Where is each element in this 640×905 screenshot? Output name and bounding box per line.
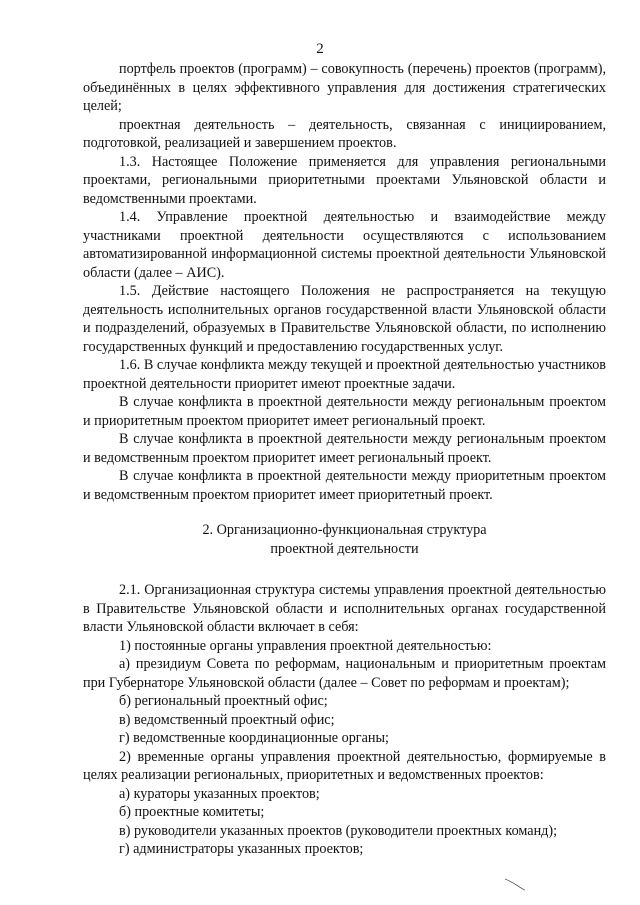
list-item: а) кураторы указанных проектов; bbox=[119, 785, 320, 802]
section-heading-line: проектной деятельности bbox=[270, 540, 419, 557]
section-heading bbox=[83, 521, 606, 558]
list-item: г) ведомственные координационные органы; bbox=[119, 730, 389, 746]
paragraph: 2.1. Организационная структура системы управления проектной деятельностью в Правительстве Ульяновской области и исполнительных органах государственной власти Ульяновской области включает в себя: bbox=[83, 582, 606, 635]
paragraph: 1.5. Действие настоящего Положения не распространяется на текущую деятельность исполнительных органов государственной власти Ульяновской области и подразделений, образуемых в Правительстве Ульяновской области, по исполнению государственных функций и предоставлению государственных услуг. bbox=[83, 283, 606, 355]
paragraph: 1.6. В случае конфликта между текущей и проектной деятельностью участников проектной деятельности приоритет имеют проектные задачи. bbox=[83, 357, 606, 392]
list-item: б) проектные комитеты; bbox=[119, 804, 265, 820]
list-item: в) руководители указанных проектов (руководители проектных команд); bbox=[119, 822, 558, 839]
paragraph: 1.4. Управление проектной деятельностью и взаимодействие между участниками проектной деятельности осуществляются с использованием автоматизированной информационной системы проектной деятельности Ульяновской области (далее – АИС). bbox=[83, 209, 606, 281]
list-item: г) администраторы указанных проектов; bbox=[119, 841, 364, 857]
section-heading-line: 2. Организационно-функциональная структура bbox=[202, 522, 487, 538]
list-item: а) президиум Совета по реформам, национальным и приоритетным проектам при Губернаторе Ульяновской области (далее – Совет по реформам и проектам); bbox=[83, 656, 606, 691]
list-item: б) региональный проектный офис; bbox=[119, 693, 328, 709]
paragraph: проектная деятельность – деятельность, связанная с инициированием, подготовкой, реализацией и завершением проектов. bbox=[83, 116, 606, 151]
list-item: 2) временные органы управления проектной деятельностью, формируемые в целях реализации региональных, приоритетных и ведомственных проектов: bbox=[83, 748, 606, 783]
paragraph: портфель проектов (программ) – совокупность (перечень) проектов (программ), объединённых в целях эффективного управления для достижения стратегических целей; bbox=[83, 61, 606, 114]
page-number: 2 bbox=[316, 41, 324, 57]
paragraph: 1.3. Настоящее Положение применяется для управления региональными проектами, региональными приоритетными проектами Ульяновской области и ведомственными проектами. bbox=[83, 153, 606, 207]
paragraph: В случае конфликта в проектной деятельности между приоритетным проектом и ведомственным проектом приоритет имеет приоритетный проект. bbox=[83, 468, 606, 503]
document-body bbox=[83, 60, 606, 859]
paragraph: В случае конфликта в проектной деятельности между региональным проектом и ведомственным проектом приоритет имеет региональный проект. bbox=[83, 431, 606, 466]
list-item: в) ведомственный проектный офис; bbox=[119, 711, 335, 728]
list-item: 1) постоянные органы управления проектной деятельностью: bbox=[119, 637, 492, 654]
scan-mark bbox=[504, 876, 526, 892]
paragraph: В случае конфликта в проектной деятельности между региональным проектом и приоритетным проектом приоритет имеет региональный проект. bbox=[83, 394, 606, 429]
